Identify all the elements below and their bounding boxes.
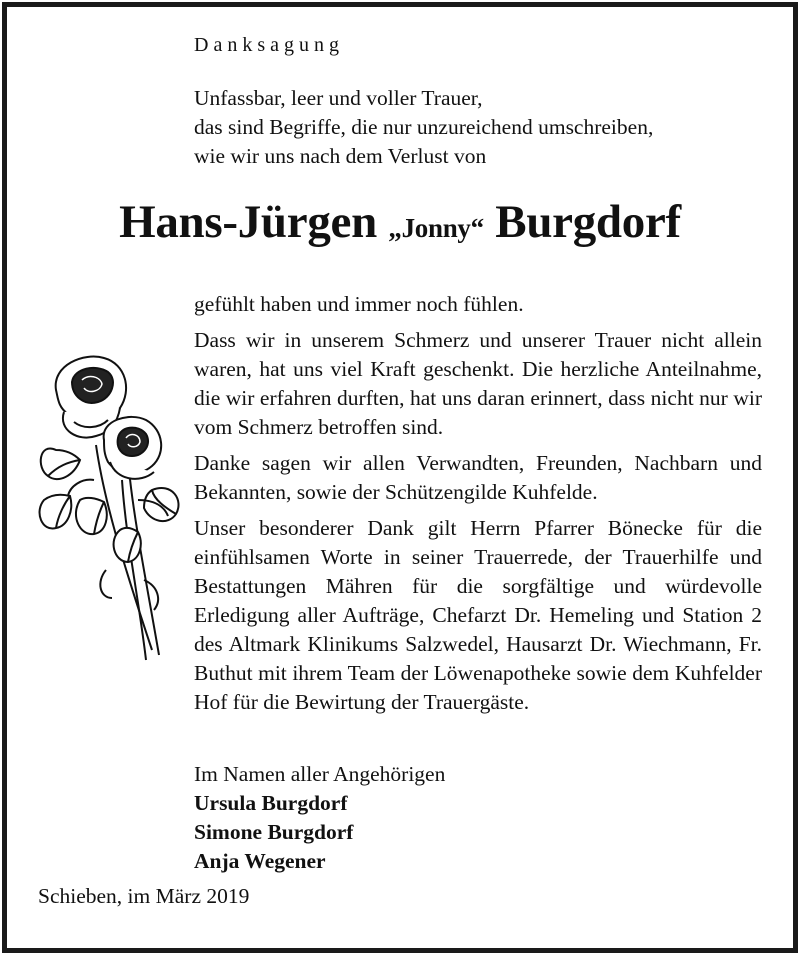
deceased-name: [0, 194, 800, 256]
signature-name: Anja Wegener: [194, 849, 326, 873]
body-paragraph: Dass wir in unserem Schmerz und unserer Trauer nicht allein waren, hat uns viel Kraft geschenkt. Die herzliche Anteilnahme, die wir erfahren durften, hat uns daran erinnert, dass nicht nur wir vom Schmerz betroffen sind.: [194, 328, 762, 439]
signature-name: Simone Burgdorf: [194, 820, 354, 844]
intro-line: wie wir uns nach dem Verlust von: [194, 144, 487, 168]
roses-illustration: [34, 350, 184, 665]
body-paragraph: Unser besonderer Dank gilt Herrn Pfarrer Bönecke für die einfühlsamen Worte in seiner Trauerrede, der Trauerhilfe und Bestattungen Mähren für die sorgfältige und würdevolle Erledigung aller Aufträge, Chefarzt Dr. Hemeling und Station 2 des Altmark Klinikums Salzwedel, Hausarzt Dr. Wiechmann, Fr. Buthut mit ihrem Team der Löwenapotheke sowie dem Kuhfelder Hof für die Bewirtung der Trauergäste.: [194, 516, 762, 714]
intro-line: Unfassbar, leer und voller Trauer,: [194, 86, 483, 110]
body-paragraph: Danke sagen wir allen Verwandten, Freunden, Nachbarn und Bekannten, sowie der Schützengilde Kuhfelde.: [194, 451, 762, 504]
notice-heading: Danksagung: [194, 34, 344, 56]
signature-intro: Im Namen aller Angehörigen: [194, 762, 446, 786]
signature-block: [194, 760, 445, 876]
place-date: Schieben, im März 2019: [38, 884, 250, 908]
last-name: Burgdorf: [495, 196, 681, 248]
first-name: Hans-Jürgen: [119, 196, 377, 248]
body-text: [194, 290, 762, 724]
intro-text: [194, 84, 653, 171]
body-line: gefühlt haben und immer noch fühlen.: [194, 292, 524, 316]
intro-line: das sind Begriffe, die nur unzureichend umschreiben,: [194, 115, 654, 139]
nickname: „Jonny“: [388, 213, 484, 243]
signature-name: Ursula Burgdorf: [194, 791, 348, 815]
